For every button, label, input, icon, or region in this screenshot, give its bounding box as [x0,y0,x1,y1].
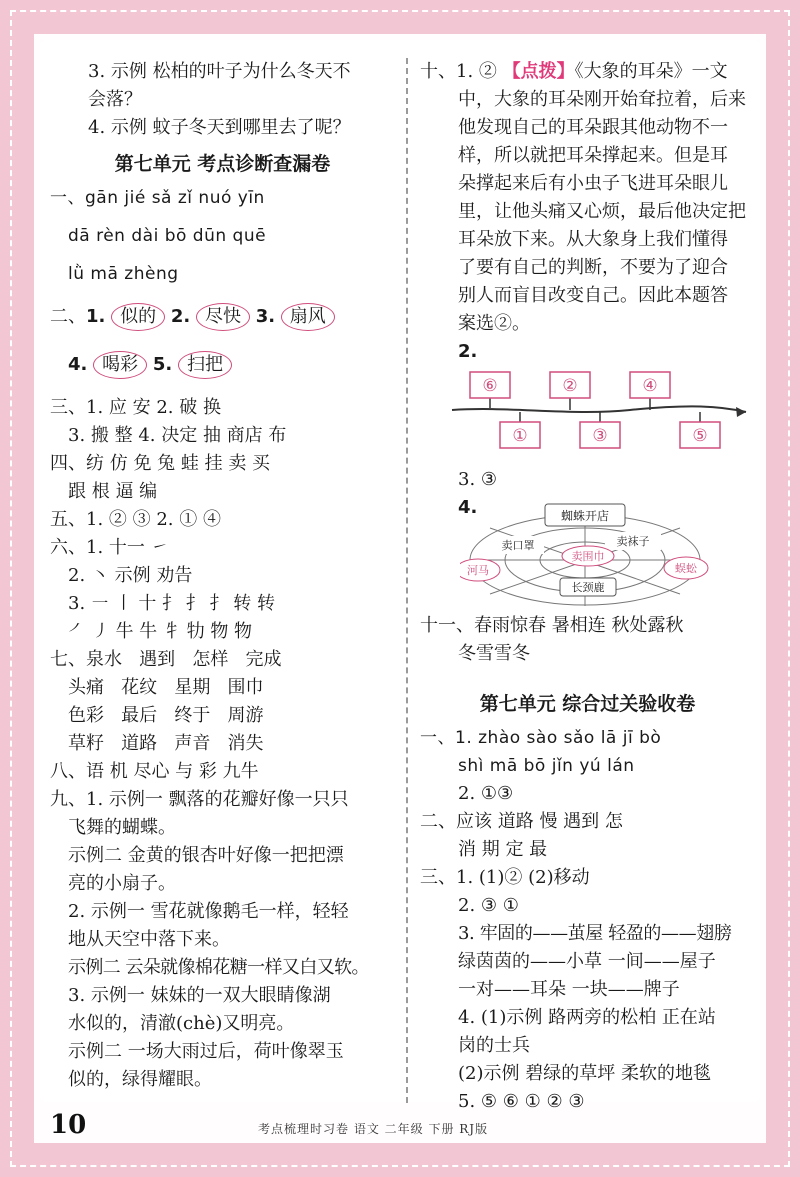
answer-line: 岗的士兵 [458,1035,530,1056]
answer-line: 示例二 一场大雨过后，荷叶像翠玉 [68,1041,344,1062]
section-title: 第七单元 综合过关验收卷 [479,693,696,715]
web-node-label: 卖袜子 [616,535,650,548]
word: 最后 [121,705,158,726]
answer-text: 《大象的耳朵》一文 [574,61,728,82]
pinyin-row: 一、1. zhào sào sǎo lā jī bò [420,728,662,748]
box-label: ② [562,376,578,396]
answer-line: 案选②。 [458,313,530,334]
answer-line: 他发现自己的耳朵跟其他动物不一 [458,117,728,138]
answer-line: 似的，绿得耀眼。 [68,1069,212,1090]
word: 草籽 [68,733,104,754]
answer-text: 十、1. ② [420,61,503,82]
stroke-order-line: ㇒ ㇓ 牛 牛 牜 牞 物 物 [68,621,253,642]
answer-line: 2. ③ ① [458,895,519,916]
word: 遇到 [139,649,176,670]
word: 消失 [227,733,264,754]
answer-line: 水似的，清澈(chè)又明亮。 [68,1013,295,1034]
answer-line: 5. ⑤ ⑥ ① ② ③ [458,1091,585,1112]
answer-line: 了要有自己的判断，不要为了迎合 [458,257,728,278]
book-title: 考点梳理时习卷 语文 二年级 下册 RJ版 [258,1122,489,1136]
pinyin-row: dā rèn dài bō dūn quē [68,226,267,246]
word: 周游 [227,705,264,726]
page-footer [50,1110,750,1140]
word-row [50,674,395,702]
column-divider [406,58,408,1103]
answer-line: 4. 示例 蚊子冬天到哪里去了呢？ [88,117,351,138]
answer-line: 别人而盲目改变自己。因此本题答 [458,285,728,306]
word-row [50,730,395,758]
spider-web-diagram [460,498,710,608]
answer-line: 飞舞的蝴蝶。 [68,817,176,838]
answer-line: 中，大象的耳朵刚开始耷拉着，后来 [458,89,746,110]
box-label: ① [512,426,528,446]
box-label: ⑥ [482,376,498,396]
answer-line: 亮的小扇子。 [68,873,176,894]
word: 泉水 [86,649,122,670]
pinyin-row: shì mā bō jǐn yú lán [458,756,635,776]
word-row [50,646,395,674]
answer-line: 3. 牢固的——茧屋 轻盈的——翅膀 [458,923,732,944]
circled-word: 扫把 [178,351,232,379]
question-label: 七、 [50,649,86,670]
word: 道路 [121,733,158,754]
answer-line: 六、1. 十一 ㇀ [50,537,169,558]
answer-line: 示例二 云朵就像棉花糖一样又白又软。 [68,957,369,978]
question-label: 二、 [50,306,86,327]
answer-line: 三、1. 应 安 2. 破 换 [50,397,221,418]
item-number: 3. [255,306,276,327]
answer-line: 3. 示例一 妹妹的一双大眼睛像湖 [68,985,331,1006]
sequence-diagram [450,370,750,460]
answer-line: 2. ㇔ 示例 劝告 [68,565,193,586]
item-number: 4. [68,354,88,375]
circled-word: 扇风 [281,303,335,331]
stroke-order-line: 3. ㇐ ㇑ 十 ⺘ 扌 扌 转 转 [68,593,275,614]
word: 怎样 [192,649,229,670]
word: 头痛 [68,677,104,698]
web-node-label: 长颈鹿 [571,581,605,594]
box-label: ⑤ [692,426,708,446]
word-row [50,702,395,730]
question-label: 一、 [50,188,85,208]
question-number: 4. [458,497,478,518]
answer-line: 一对——耳朵 一块——牌子 [458,979,680,1000]
word: 声音 [174,733,211,754]
item-number: 5. [152,354,173,375]
web-node-label: 卖围巾 [571,550,605,563]
answer-line: 样，所以就把耳朵撑起来。但是耳 [458,145,728,166]
answer-line [420,58,755,86]
answer-line: 八、语 机 尽心 与 彩 九牛 [50,761,259,782]
answer-line: 五、1. ② ③ 2. ① ④ [50,509,221,530]
left-column [50,58,395,1094]
answer-line: 二、应该 道路 慢 遇到 怎 [420,811,623,832]
box-label: ③ [592,426,608,446]
answer-line: 绿茵茵的——小草 一间——屋子 [458,951,716,972]
answer-line: 里，让他头痛又心烦，最后他决定把 [458,201,746,222]
right-column [420,58,755,1116]
word: 色彩 [68,705,104,726]
web-node-label: 蜈蚣 [675,562,697,575]
answer-line: 2. ①③ [458,783,514,804]
section-title: 第七单元 考点诊断查漏卷 [114,153,331,175]
answer-line: 耳朵放下来。从大象身上我们懂得 [458,229,728,250]
box-label: ④ [642,376,658,396]
answer-line: 冬雪雪冬 [458,643,530,664]
circled-answers-row [50,346,395,384]
tip-badge: 【点拨】 [502,61,575,82]
answer-line: 十一、春雨惊春 暑相连 秋处露秋 [420,615,684,636]
question-number: 2. [458,341,478,362]
answer-line: (2)示例 碧绿的草坪 柔软的地毯 [458,1063,711,1084]
web-node-label: 卖口罩 [501,539,535,552]
item-number: 2. [170,306,191,327]
answer-line: 3. ③ [458,469,498,490]
word: 花纹 [121,677,158,698]
circled-word: 尽快 [196,303,250,331]
timeline-line [452,406,746,412]
answer-line: 2. 示例一 雪花就像鹅毛一样，轻轻 [68,901,349,922]
word: 围巾 [227,677,264,698]
answer-line: 四、纺 仿 免 兔 蛙 挂 卖 买 [50,453,271,474]
word: 完成 [245,649,282,670]
answer-line: 九、1. 示例一 飘落的花瓣好像一只只 [50,789,349,810]
circled-word: 喝彩 [93,351,147,379]
circled-word: 似的 [111,303,165,331]
arrowhead [736,407,746,417]
web-center-label: 蜘蛛开店 [560,509,610,523]
answer-line: 消 期 定 最 [458,839,548,860]
answer-line: 朵撑起来后有小虫子飞进耳朵眼儿 [458,173,728,194]
answer-line: 3. 搬 整 4. 决定 抽 商店 布 [68,425,287,446]
pinyin-row: lǜ mā zhèng [68,264,179,284]
circled-answers-row [50,298,395,336]
word: 终于 [174,705,211,726]
word: 星期 [174,677,211,698]
answer-line: 示例二 金黄的银杏叶好像一把把漂 [68,845,344,866]
page-number: 10 [50,1110,87,1140]
answer-line: 跟 根 逼 编 [68,481,158,502]
answer-line: 会落？ [88,89,142,110]
web-node-label: 河马 [467,564,489,577]
pinyin-row [50,184,395,212]
pinyin-text: gān jié sǎ zǐ nuó yīn [85,188,265,208]
item-number: 1. [86,306,106,327]
answer-line: 4. (1)示例 路两旁的松柏 正在站 [458,1007,716,1028]
answer-line: 三、1. (1)② (2)移动 [420,867,590,888]
answer-line: 地从天空中落下来。 [68,929,230,950]
answer-line: 3. 示例 松柏的叶子为什么冬天不 [88,61,351,82]
